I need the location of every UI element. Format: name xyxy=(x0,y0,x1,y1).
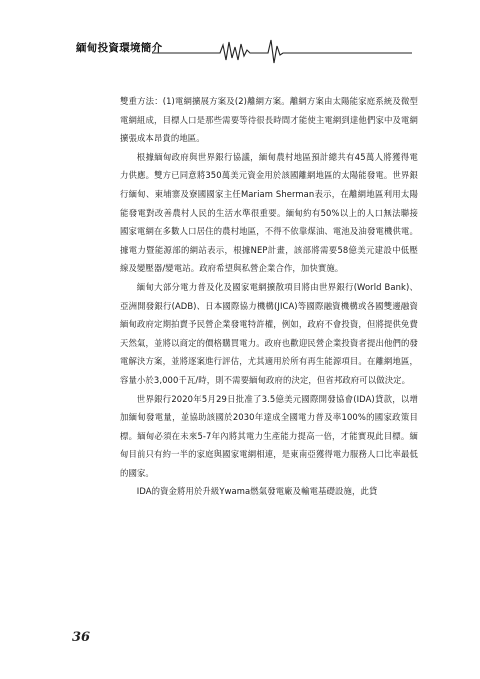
paragraph: 世界銀行2020年5月29日批准了3.5億美元國際開發協會(IDA)貸款，以增加緬甸發電量，並協助該國於2030年達成全國電力普及率100%的國家政策目標。緬甸必須在未來5-7年內將其電力生產能力提高一倍，才能實現此目標。緬甸目前只有約一半的家庭與國家電網相連，是東南亞獲得電力服務人口比率最低的國家。 xyxy=(120,393,418,478)
header-title: 緬甸投資環境簡介 xyxy=(76,42,163,54)
paragraph: 雙重方法：(1)電網擴展方案及(2)離網方案。離網方案由太陽能家庭系統及微型電網組成，目標人口是那些需要等待很長時間才能使主電網到達他們家中及電網擴張成本昂貴的地區。 xyxy=(120,96,418,144)
running-header xyxy=(72,36,412,66)
paragraph: 根據緬甸政府與世界銀行協議，緬甸農村地區預計總共有45萬人將獲得電力供應。雙方已同意將350萬美元資金用於該國離網地區的太陽能發電。世界銀行緬甸、柬埔寨及寮國國家主任Mariam Sherman表示，在離網地區利用太陽能發電對改善農村人民的生活水準很重要。緬甸約有50%以上的人口無法聯接國家電網在多數人口居住的農村地區，不得不依靠煤油、電池及油發電機供電。據電力暨能源部的網站表示，根據NEP計畫，該部將需要58億美元建設中低壓線及變壓器/變電站。政府希望與私營企業合作，加快實施。 xyxy=(120,151,418,274)
paragraph: 緬甸大部分電力普及化及國家電網擴散項目將由世界銀行(World Bank)、亞洲開發銀行(ADB)、日本國際協力機構(JICA)等國際融資機構或各國雙邊融資緬甸政府定期拍賣予民營企業發電特許權，例如，政府不會投資，但將提供免費天然氣，並將以商定的價格購買電力。政府也歡迎民營企業投資者提出他們的發電解決方案，並將逐案進行評估，尤其適用於所有再生能源項目。在離網地區，容量小於3,000千瓦/時，則不需要緬甸政府的決定，但省邦政府可以做決定。 xyxy=(120,281,418,385)
paragraph: IDA的資金將用於升級Ywama燃氣發電廠及輸電基礎設施，此貸 xyxy=(136,486,378,497)
body-text xyxy=(120,92,418,501)
page-number: 36 xyxy=(72,630,91,645)
